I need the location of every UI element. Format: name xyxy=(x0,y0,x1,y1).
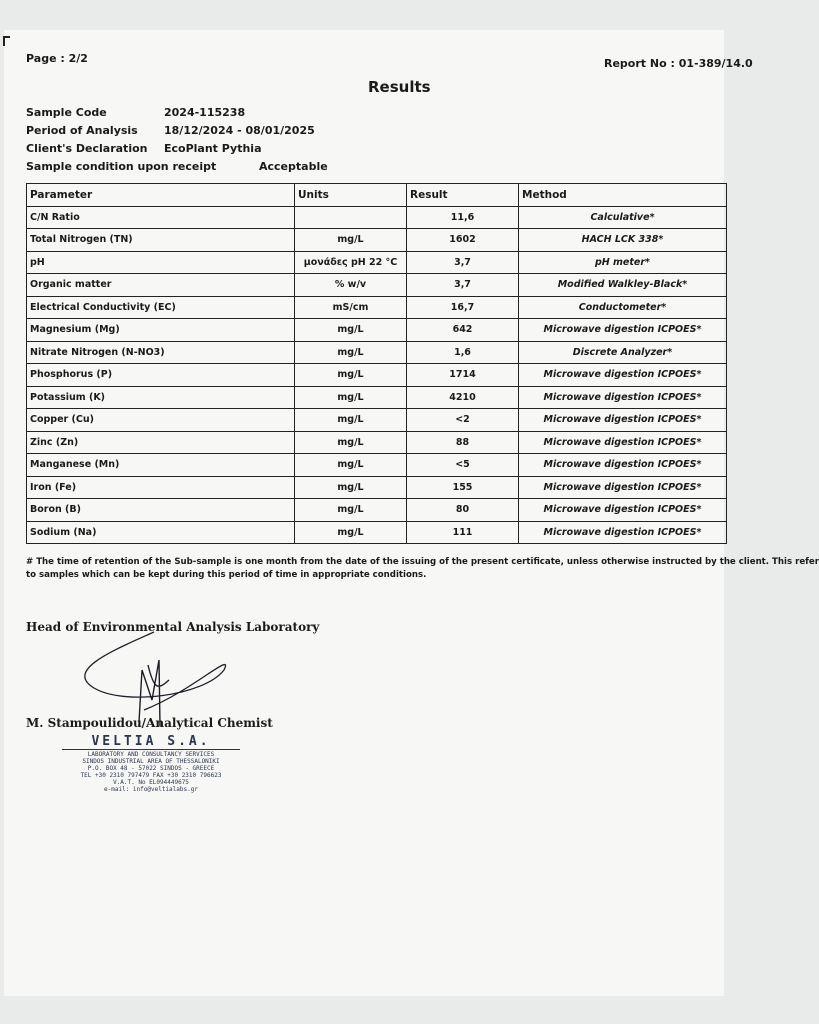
cell-units: mg/L xyxy=(295,431,407,454)
cell-units: mg/L xyxy=(295,521,407,544)
cell-result: 642 xyxy=(407,319,519,342)
stamp-line: e-mail: info@veltialabs.gr xyxy=(104,786,198,793)
cell-result: 16,7 xyxy=(407,296,519,319)
cell-result: 3,7 xyxy=(407,274,519,297)
table-row xyxy=(27,251,727,274)
table-row xyxy=(27,274,727,297)
cell-method: Microwave digestion ICPOES* xyxy=(519,521,727,544)
cell-result: 3,7 xyxy=(407,251,519,274)
cell-method: Microwave digestion ICPOES* xyxy=(519,409,727,432)
stamp-line: P.O. BOX 48 - 57022 SINDOS - GREECE xyxy=(87,765,215,772)
header-units: Units xyxy=(295,184,407,207)
cell-units: mS/cm xyxy=(295,296,407,319)
table-row xyxy=(27,454,727,477)
condition-value: Acceptable xyxy=(259,160,328,173)
stamp-line: SINDOS INDUSTRIAL AREA OF THESSALONIKI xyxy=(82,758,220,765)
table-row xyxy=(27,521,727,544)
cell-units: mg/L xyxy=(295,409,407,432)
period-label: Period of Analysis xyxy=(26,124,138,137)
cell-method: Microwave digestion ICPOES* xyxy=(519,319,727,342)
results-table xyxy=(26,183,727,544)
cell-parameter: Organic matter xyxy=(27,274,295,297)
table-row xyxy=(27,296,727,319)
cell-result: 11,6 xyxy=(407,206,519,229)
client-value: EcoPlant Pythia xyxy=(164,142,262,155)
sample-code-value: 2024-115238 xyxy=(164,106,246,119)
period-row xyxy=(26,124,315,137)
table-row xyxy=(27,341,727,364)
table-row xyxy=(27,476,727,499)
condition-label: Sample condition upon receipt xyxy=(26,160,217,173)
cell-result: 1602 xyxy=(407,229,519,252)
scan-corner-mark xyxy=(3,36,10,46)
cell-parameter: Manganese (Mn) xyxy=(27,454,295,477)
client-label: Client's Declaration xyxy=(26,142,148,155)
sample-code-label: Sample Code xyxy=(26,106,107,119)
cell-parameter: Nitrate Nitrogen (N-NO3) xyxy=(27,341,295,364)
cell-parameter: Iron (Fe) xyxy=(27,476,295,499)
cell-method: Microwave digestion ICPOES* xyxy=(519,454,727,477)
cell-method: pH meter* xyxy=(519,251,727,274)
cell-method: Discrete Analyzer* xyxy=(519,341,727,364)
table-row xyxy=(27,409,727,432)
table-row xyxy=(27,499,727,522)
cell-units: mg/L xyxy=(295,499,407,522)
results-body xyxy=(27,206,727,544)
page-number: Page : 2/2 xyxy=(26,52,88,65)
report-page xyxy=(4,30,819,996)
cell-units xyxy=(295,206,407,229)
cell-parameter: Phosphorus (P) xyxy=(27,364,295,387)
table-row xyxy=(27,319,727,342)
page-title: Results xyxy=(368,78,431,96)
cell-result: 111 xyxy=(407,521,519,544)
cell-result: 88 xyxy=(407,431,519,454)
header-method: Method xyxy=(519,184,727,207)
cell-units: μονάδες pH 22 °C xyxy=(295,251,407,274)
cell-method: Conductometer* xyxy=(519,296,727,319)
table-row xyxy=(27,229,727,252)
period-value: 18/12/2024 - 08/01/2025 xyxy=(164,124,315,137)
table-row xyxy=(27,431,727,454)
table-row xyxy=(27,364,727,387)
cell-parameter: C/N Ratio xyxy=(27,206,295,229)
stamp-line: V.A.T. No EL094449675 xyxy=(113,779,189,786)
cell-units: mg/L xyxy=(295,229,407,252)
cell-result: <5 xyxy=(407,454,519,477)
stamp-company-name: VELTIA S.A. xyxy=(91,734,211,749)
cell-method: Microwave digestion ICPOES* xyxy=(519,476,727,499)
cell-units: mg/L xyxy=(295,341,407,364)
head-of-lab: Head of Environmental Analysis Laboratory xyxy=(26,620,320,634)
table-row xyxy=(27,386,727,409)
table-row xyxy=(27,206,727,229)
cell-method: Microwave digestion ICPOES* xyxy=(519,431,727,454)
retention-footnote xyxy=(26,556,819,582)
cell-parameter: Sodium (Na) xyxy=(27,521,295,544)
company-stamp xyxy=(56,734,246,793)
cell-parameter: Potassium (K) xyxy=(27,386,295,409)
stamp-divider xyxy=(62,749,240,750)
condition-row xyxy=(26,160,328,173)
cell-units: % w/v xyxy=(295,274,407,297)
table-header-row xyxy=(27,184,727,207)
client-row xyxy=(26,142,262,155)
cell-result: <2 xyxy=(407,409,519,432)
cell-units: mg/L xyxy=(295,386,407,409)
cell-units: mg/L xyxy=(295,454,407,477)
report-number: Report No : 01-389/14.0 xyxy=(604,57,753,70)
cell-method: Modified Walkley-Black* xyxy=(519,274,727,297)
stamp-line: TEL +30 2310 797479 FAX +30 2310 796623 xyxy=(80,772,222,779)
cell-result: 80 xyxy=(407,499,519,522)
chemist-name: M. Stampoulidou/Analytical Chemist xyxy=(26,716,273,730)
cell-units: mg/L xyxy=(295,364,407,387)
sample-code-row xyxy=(26,106,246,119)
stamp-line: LABORATORY AND CONSULTANCY SERVICES xyxy=(87,751,215,758)
cell-method: Microwave digestion ICPOES* xyxy=(519,499,727,522)
cell-result: 1,6 xyxy=(407,341,519,364)
cell-method: Microwave digestion ICPOES* xyxy=(519,364,727,387)
cell-parameter: Total Nitrogen (TN) xyxy=(27,229,295,252)
cell-units: mg/L xyxy=(295,476,407,499)
cell-parameter: pH xyxy=(27,251,295,274)
header-parameter: Parameter xyxy=(27,184,295,207)
cell-units: mg/L xyxy=(295,319,407,342)
cell-parameter: Electrical Conductivity (EC) xyxy=(27,296,295,319)
cell-method: Microwave digestion ICPOES* xyxy=(519,386,727,409)
cell-result: 1714 xyxy=(407,364,519,387)
cell-method: Calculative* xyxy=(519,206,727,229)
cell-parameter: Zinc (Zn) xyxy=(27,431,295,454)
footnote-line-1: # The time of retention of the Sub-sample is one month from the date of the issuing of the present certificate, unless otherwise instructed by the client. This refer xyxy=(26,557,819,567)
header-result: Result xyxy=(407,184,519,207)
cell-method: HACH LCK 338* xyxy=(519,229,727,252)
cell-result: 155 xyxy=(407,476,519,499)
cell-parameter: Boron (B) xyxy=(27,499,295,522)
footnote-line-2: to samples which can be kept during this period of time in appropriate conditions. xyxy=(26,570,427,580)
cell-parameter: Magnesium (Mg) xyxy=(27,319,295,342)
cell-parameter: Copper (Cu) xyxy=(27,409,295,432)
cell-result: 4210 xyxy=(407,386,519,409)
